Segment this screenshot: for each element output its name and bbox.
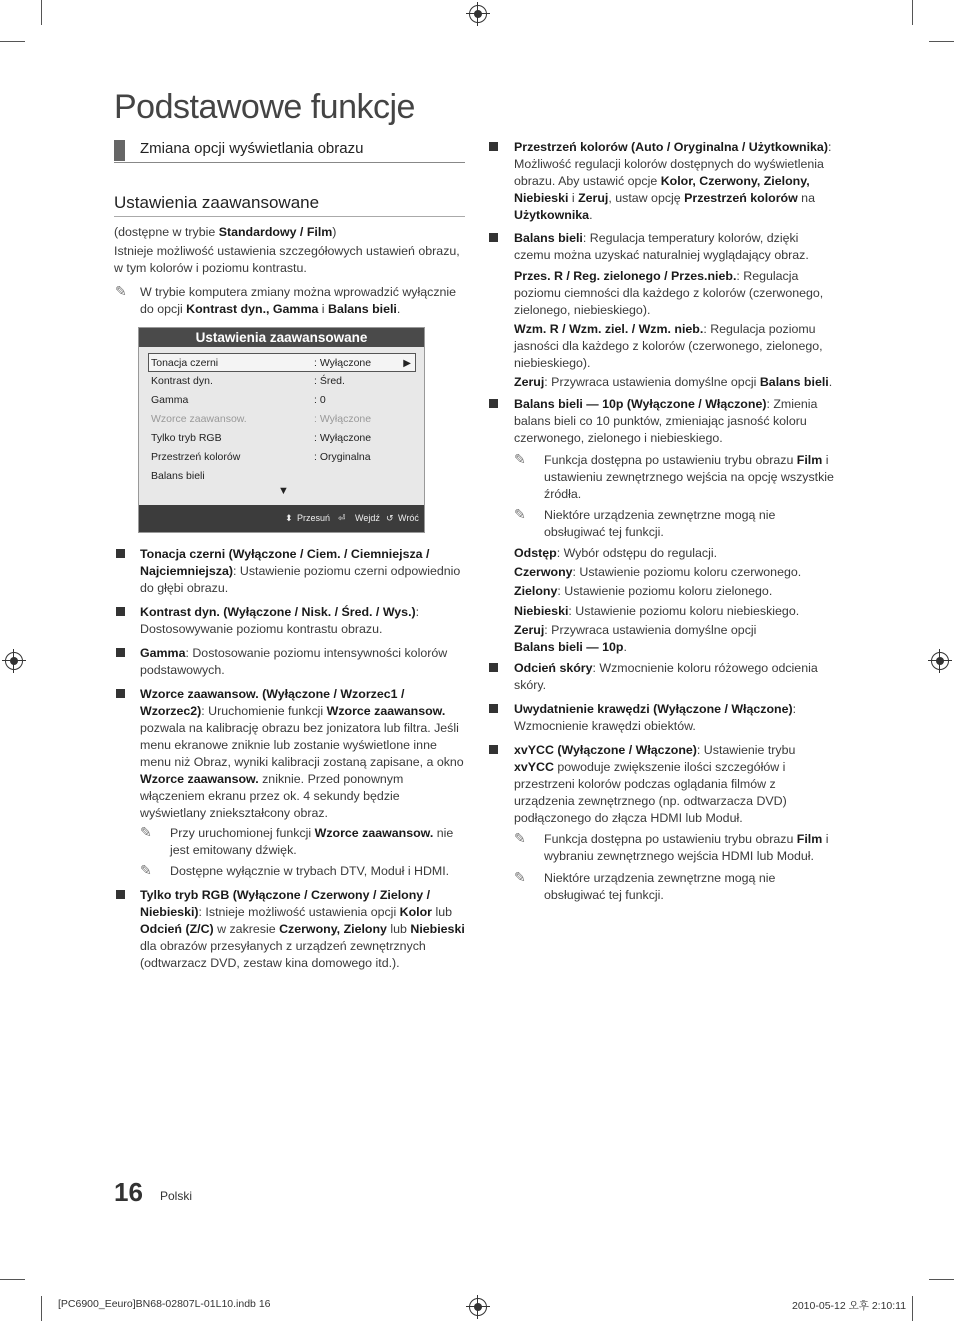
crop-mark bbox=[912, 1296, 913, 1321]
note-pencil-icon: ✎ bbox=[115, 283, 127, 299]
10p-reset: Zeruj: Przywraca ustawienia domyślne opcji Balans bieli — 10p. bbox=[514, 623, 757, 654]
note-pencil-icon: ✎ bbox=[140, 824, 152, 840]
registration-mark-icon bbox=[5, 652, 23, 670]
section-bar bbox=[114, 140, 125, 161]
osd-title: Ustawienia zaawansowane bbox=[139, 328, 424, 347]
osd-row-gamma[interactable]: Gamma : 0 bbox=[151, 394, 326, 406]
item-xvycc: xvYCC (Wyłączone / Włączone): Ustawienie trybu xvYCC powoduje zwiększenie ilości szczegółów i przestrzeni kolorów podczas oglądania filmów z urządzenia zewnętrznego (np. odtwarzacza DVD) podłączonego do złącza HDMI lub Moduł. bbox=[514, 743, 796, 825]
print-date: 2010-05-12 오후 2:10:11 bbox=[792, 1300, 907, 1312]
osd-row-white-balance[interactable]: Balans bieli bbox=[151, 470, 205, 482]
note-expert-modes: Dostępne wyłącznie w trybach DTV, Moduł i HDMI. bbox=[170, 864, 450, 878]
note-pencil-icon: ✎ bbox=[514, 506, 526, 522]
crop-mark bbox=[929, 41, 954, 42]
registration-mark-icon bbox=[931, 652, 949, 670]
white-balance-reset: Zeruj: Przywraca ustawienia domyślne opcji Balans bieli. bbox=[514, 375, 833, 389]
square-bullet-icon bbox=[489, 142, 498, 151]
white-balance-offset: Przes. R / Reg. zielonego / Przes.nieb.: Regulacja poziomu ciemności dla każdego z kolorów (czerwonego, zielonego, niebieskiego). bbox=[514, 269, 824, 317]
osd-row-rgb-only[interactable]: Tylko tryb RGB : Wyłączone bbox=[151, 432, 372, 444]
note-xvycc-devices: Niektóre urządzenia zewnętrzne mogą nie obsługiwać tej funkcji. bbox=[544, 871, 776, 902]
registration-mark-icon bbox=[469, 1298, 487, 1316]
osd-row-color-space[interactable]: Przestrzeń kolorów : Oryginalna bbox=[151, 451, 371, 463]
scroll-down-icon[interactable]: ▼ bbox=[278, 485, 289, 497]
crop-mark bbox=[0, 1279, 25, 1280]
osd-enter-label: Wejdź bbox=[355, 513, 380, 523]
osd-footer bbox=[139, 505, 424, 532]
square-bullet-icon bbox=[489, 745, 498, 754]
crop-mark bbox=[41, 0, 42, 25]
move-icon: ⬍ bbox=[285, 513, 293, 523]
10p-green: Zielony: Ustawienie poziomu koloru zielonego. bbox=[514, 584, 773, 598]
note-pencil-icon: ✎ bbox=[514, 869, 526, 885]
10p-red: Czerwony: Ustawienie poziomu koloru czerwonego. bbox=[514, 565, 802, 579]
white-balance-gain: Wzm. R / Wzm. ziel. / Wzm. nieb.: Regulacja poziomu jasności dla każdego z kolorów (czerwonego, zielonego, niebieskiego). bbox=[514, 322, 823, 370]
note-xvycc-film: Funkcja dostępna po ustawieniu trybu obrazu Film i wybraniu zewnętrznego wejścia HDMI lub Moduł. bbox=[544, 832, 829, 863]
intro-description: Istnieje możliwość ustawienia szczegółowych ustawień obrazu, w tym kolorów i poziomu kontrastu. bbox=[114, 244, 460, 275]
square-bullet-icon bbox=[489, 663, 498, 672]
arrow-right-icon: ▶ bbox=[403, 358, 411, 369]
item-white-balance: Balans bieli: Regulacja temperatury kolorów, dzięki czemu można uzyskać naturalniej wyglądający obraz. bbox=[514, 231, 809, 262]
square-bullet-icon bbox=[116, 607, 125, 616]
print-file-name: [PC6900_Eeuro]BN68-02807L-01L10.indb 16 bbox=[58, 1298, 271, 1310]
crop-mark bbox=[929, 1279, 954, 1280]
item-gamma: Gamma: Dostosowanie poziomu intensywności kolorów podstawowych. bbox=[140, 646, 448, 677]
item-white-balance-10p: Balans bieli — 10p (Wyłączone / Włączone): Zmienia balans bieli co 10 punktów, zmieniając jasność koloru czerwonego, zielonego i niebieskiego. bbox=[514, 397, 818, 445]
item-skin-tone: Odcień skóry: Wzmocnienie koloru różowego odcienia skóry. bbox=[514, 661, 818, 692]
return-icon: ↺ bbox=[386, 513, 394, 523]
item-rgb-only: Tylko tryb RGB (Wyłączone / Czerwony / Zielony / Niebieski): Istnieje możliwość ustawienia opcji Kolor lub Odcień (Z/C) w zakresie Czerwony, Zielony lub Niebieski dla obrazów przesyłanych z urządzeń zewnętrznych (odtwarzacz DVD, zestaw kina domowego itd.). bbox=[140, 888, 465, 970]
note-pencil-icon: ✎ bbox=[514, 451, 526, 467]
osd-menu bbox=[138, 327, 425, 533]
section-heading bbox=[114, 137, 465, 163]
10p-blue: Niebieski: Ustawienie poziomu koloru niebieskiego. bbox=[514, 604, 800, 618]
subheading: Ustawienia zaawansowane bbox=[114, 193, 465, 217]
square-bullet-icon bbox=[489, 704, 498, 713]
osd-back-label: Wróć bbox=[398, 513, 419, 523]
registration-mark-icon bbox=[469, 5, 487, 23]
item-expert-pattern: Wzorce zaawansow. (Wyłączone / Wzorzec1 / Wzorzec2): Uruchomienie funkcji Wzorce zaawansow. pozwala na kalibrację obrazu bez jonizatora lub filtra. Jeśli menu ekranowe zniknie lub zostanie wyświetlone inne menu niż Obraz, wyniki kalibracji zostaną zapisane, a okno Wzorce zaawansow. zniknie. Przed ponownym włączeniem ekranu przez ok. 4 sekundy będzie wyświetlany zniekształcony obraz. bbox=[140, 687, 464, 820]
note-pencil-icon: ✎ bbox=[140, 862, 152, 878]
crop-mark bbox=[912, 0, 913, 25]
crop-mark bbox=[0, 41, 25, 42]
note-expert-sound: Przy uruchomionej funkcji Wzorce zaawansow. nie jest emitowany dźwięk. bbox=[170, 826, 454, 857]
square-bullet-icon bbox=[116, 648, 125, 657]
page-language: Polski bbox=[160, 1189, 193, 1203]
item-dynamic-contrast: Kontrast dyn. (Wyłączone / Nisk. / Śred. / Wys.): Dostosowywanie poziomu kontrastu obrazu. bbox=[140, 605, 420, 636]
osd-row-dynamic-contrast[interactable]: Kontrast dyn. : Śred. bbox=[151, 375, 345, 387]
square-bullet-icon bbox=[116, 890, 125, 899]
osd-row-black-tone[interactable]: Tonacja czerni : Wyłączone ▶ bbox=[148, 353, 416, 372]
item-color-space: Przestrzeń kolorów (Auto / Oryginalna / Użytkownika): Możliwość regulacji kolorów dostępnych do wyświetlenia obrazu. Aby ustawić opcje Kolor, Czerwony, Zielony, Niebieski i Zeruj, ustaw opcję Przestrzeń kolorów na Użytkownika. bbox=[514, 140, 832, 222]
section-title: Zmiana opcji wyświetlania obrazu bbox=[140, 140, 364, 157]
square-bullet-icon bbox=[489, 233, 498, 242]
note-pencil-icon: ✎ bbox=[514, 830, 526, 846]
note-10p-film: Funkcja dostępna po ustawieniu trybu obrazu Film i ustawieniu zewnętrznego wejścia na opcję wszystkie źródła. bbox=[544, 453, 834, 501]
osd-row-expert-pattern: Wzorce zaawansow. : Wyłączone bbox=[151, 413, 372, 425]
square-bullet-icon bbox=[489, 399, 498, 408]
intro-note: W trybie komputera zmiany można wprowadzić wyłącznie do opcji Kontrast dyn., Gamma i Balans bieli. bbox=[140, 285, 457, 316]
osd-move-label: Przesuń bbox=[297, 513, 331, 523]
item-black-tone: Tonacja czerni (Wyłączone / Ciem. / Ciemniejsza / Najciemniejsza): Ustawienie poziomu czerni odpowiednio do głębi obrazu. bbox=[140, 547, 461, 595]
note-10p-devices: Niektóre urządzenia zewnętrzne mogą nie obsługiwać tej funkcji. bbox=[544, 508, 776, 539]
page-title: Podstawowe funkcje bbox=[114, 88, 415, 126]
page-number: 16 bbox=[114, 1177, 143, 1207]
square-bullet-icon bbox=[116, 689, 125, 698]
enter-icon: ⏎ bbox=[338, 513, 346, 523]
crop-mark bbox=[41, 1296, 42, 1321]
item-edge-enhancement: Uwydatnienie krawędzi (Wyłączone / Włączone): Wzmocnienie krawędzi obiektów. bbox=[514, 702, 797, 733]
availability-text: (dostępne w trybie Standardowy / Film) bbox=[114, 225, 337, 239]
10p-interval: Odstęp: Wybór odstępu do regulacji. bbox=[514, 546, 718, 560]
square-bullet-icon bbox=[116, 549, 125, 558]
